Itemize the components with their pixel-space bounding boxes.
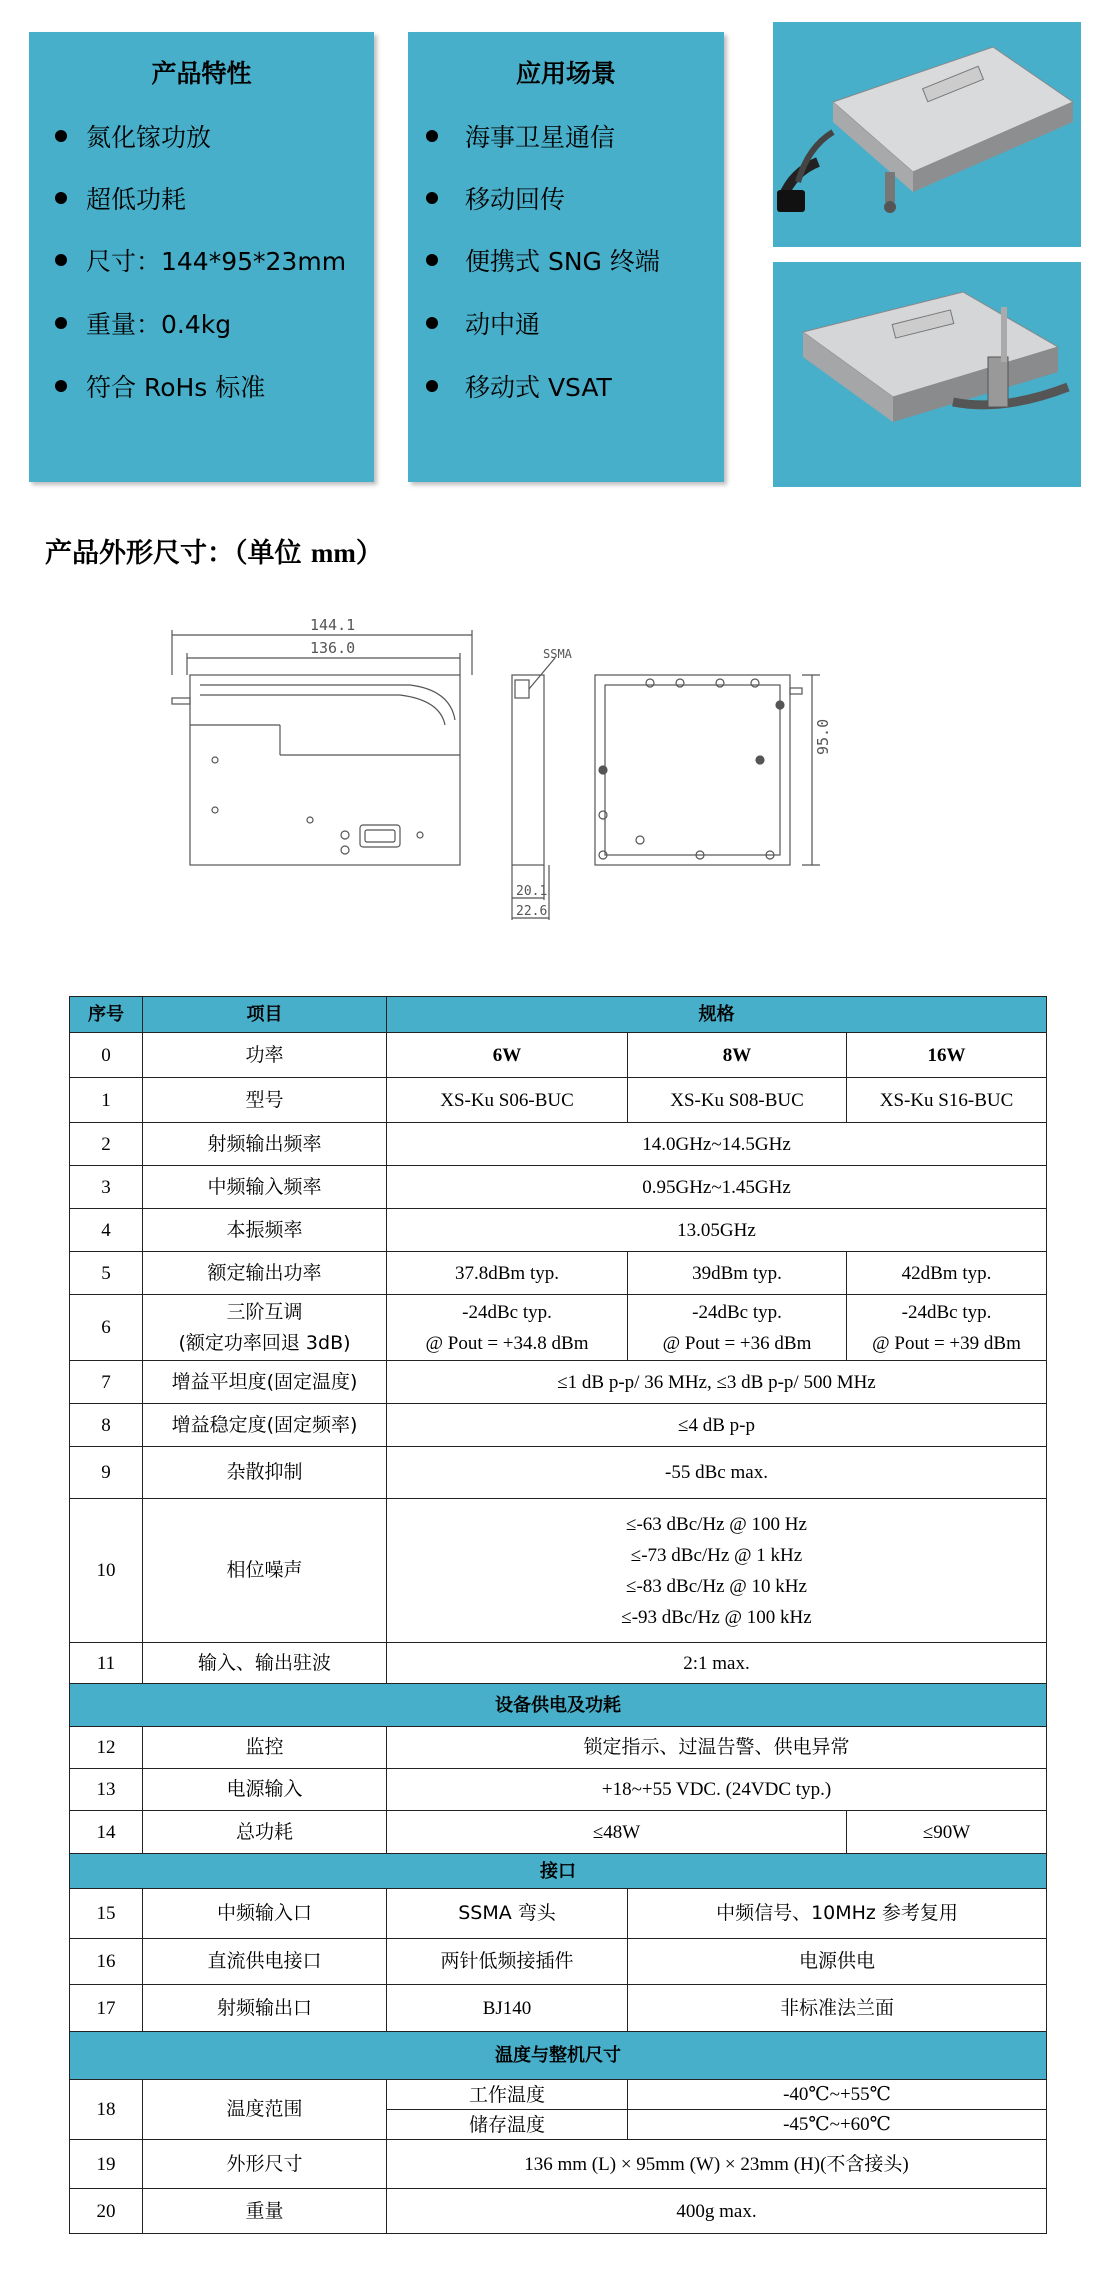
row-no: 7	[70, 1361, 143, 1404]
cell	[387, 1499, 1047, 1643]
table-row	[70, 2140, 1047, 2189]
bullet-icon	[426, 317, 438, 329]
cell	[628, 1295, 847, 1361]
row-no: 11	[70, 1643, 143, 1684]
product-photo-bottom	[773, 262, 1081, 487]
cell: 工作温度	[387, 2080, 628, 2110]
row-no: 14	[70, 1811, 143, 1854]
table-row	[70, 1166, 1047, 1209]
row-item: 相位噪声	[143, 1499, 387, 1643]
row-item: 监控	[143, 1727, 387, 1769]
cell: 6W	[387, 1033, 628, 1078]
row-item: 增益稳定度(固定频率)	[143, 1404, 387, 1447]
cell: 两针低频接插件	[387, 1939, 628, 1985]
row-no: 0	[70, 1033, 143, 1078]
row-item: 电源输入	[143, 1769, 387, 1811]
cell-line: -24dBc typ.	[692, 1301, 782, 1323]
bullet-icon	[426, 254, 438, 266]
table-row	[70, 1889, 1047, 1939]
cell: -40℃~+55℃	[628, 2080, 1047, 2110]
row-item: 杂散抑制	[143, 1447, 387, 1499]
cell-line: ≤-93 dBc/Hz @ 100 kHz	[621, 1606, 812, 1628]
row-no: 2	[70, 1123, 143, 1166]
cell: XS-Ku S06-BUC	[387, 1078, 628, 1123]
cell: 锁定指示、过温告警、供电异常	[387, 1727, 1047, 1769]
table-row	[70, 1078, 1047, 1123]
section-interface: 接口	[70, 1854, 1047, 1889]
cell: 13.05GHz	[387, 1209, 1047, 1252]
row-no: 19	[70, 2140, 143, 2189]
dim-label-width-body: 136.0	[310, 639, 356, 657]
row-no: 1	[70, 1078, 143, 1123]
cell-line: -24dBc typ.	[901, 1301, 992, 1323]
row-item-line: (额定功率回退 3dB)	[178, 1331, 351, 1354]
header-spec: 规格	[387, 997, 1047, 1033]
bullet-icon	[55, 380, 67, 392]
cell: 0.95GHz~1.45GHz	[387, 1166, 1047, 1209]
row-no: 5	[70, 1252, 143, 1295]
cell: 电源供电	[628, 1939, 1047, 1985]
bullet-icon	[426, 380, 438, 392]
row-item: 直流供电接口	[143, 1939, 387, 1985]
table-row	[70, 1985, 1047, 2032]
row-item: 射频输出频率	[143, 1123, 387, 1166]
table-section-row	[70, 1684, 1047, 1727]
row-no: 15	[70, 1889, 143, 1939]
application-item: 便携式 SNG 终端	[465, 247, 660, 276]
cell: +18~+55 VDC. (24VDC typ.)	[387, 1769, 1047, 1811]
features-title: 产品特性	[151, 59, 252, 88]
features-panel	[29, 32, 374, 482]
table-row	[70, 1361, 1047, 1404]
cell-line: @ Pout = +34.8 dBm	[425, 1332, 589, 1354]
row-no: 13	[70, 1769, 143, 1811]
cell: 400g max.	[387, 2189, 1047, 2234]
row-item-line: 三阶互调	[226, 1300, 303, 1323]
table-row	[70, 1404, 1047, 1447]
row-no: 4	[70, 1209, 143, 1252]
row-item: 总功耗	[143, 1811, 387, 1854]
cell: ≤1 dB p-p/ 36 MHz, ≤3 dB p-p/ 500 MHz	[387, 1361, 1047, 1404]
table-row	[70, 1209, 1047, 1252]
cell: ≤4 dB p-p	[387, 1404, 1047, 1447]
cell-line: -24dBc typ.	[462, 1301, 552, 1323]
bullet-icon	[426, 130, 438, 142]
dim-label-depth-body: 20.1	[516, 884, 548, 899]
row-item: 增益平坦度(固定温度)	[143, 1361, 387, 1404]
cell: 14.0GHz~14.5GHz	[387, 1123, 1047, 1166]
cell: 非标准法兰面	[628, 1985, 1047, 2032]
cell: SSMA 弯头	[387, 1889, 628, 1939]
row-item	[143, 1295, 387, 1361]
row-no: 18	[70, 2080, 143, 2140]
cell: 16W	[847, 1033, 1047, 1078]
cell: 136 mm (L) × 95mm (W) × 23mm (H)(不含接头)	[387, 2140, 1047, 2189]
cell: XS-Ku S08-BUC	[628, 1078, 847, 1123]
table-row	[70, 1033, 1047, 1078]
table-row	[70, 1769, 1047, 1811]
header-no: 序号	[70, 997, 143, 1033]
row-item: 额定输出功率	[143, 1252, 387, 1295]
row-no: 20	[70, 2189, 143, 2234]
cell	[847, 1295, 1047, 1361]
table-row	[70, 1295, 1047, 1361]
applications-panel	[408, 32, 724, 482]
product-photo-top	[773, 22, 1081, 247]
row-item: 功率	[143, 1033, 387, 1078]
row-no: 9	[70, 1447, 143, 1499]
cell: 2:1 max.	[387, 1643, 1047, 1684]
row-item: 中频输入频率	[143, 1166, 387, 1209]
cell-line: ≤-73 dBc/Hz @ 1 kHz	[630, 1544, 803, 1566]
cell: -55 dBc max.	[387, 1447, 1047, 1499]
dimensions-title-text: 产品外形尺寸：（单位	[45, 538, 311, 569]
feature-item: 符合 RoHs 标准	[86, 373, 266, 402]
dim-label-depth-total: 22.6	[516, 904, 548, 919]
dimension-drawing	[160, 610, 960, 930]
dimensions-title	[45, 531, 383, 570]
table-row	[70, 1727, 1047, 1769]
row-item: 射频输出口	[143, 1985, 387, 2032]
row-no: 16	[70, 1939, 143, 1985]
row-no: 3	[70, 1166, 143, 1209]
application-item: 动中通	[465, 310, 541, 339]
bullet-icon	[55, 254, 67, 266]
row-item: 外形尺寸	[143, 2140, 387, 2189]
row-item: 型号	[143, 1078, 387, 1123]
table-row	[70, 1643, 1047, 1684]
feature-item: 重量：0.4kg	[86, 310, 232, 339]
feature-item: 氮化镓功放	[86, 123, 212, 152]
table-row	[70, 2080, 1047, 2110]
section-temperature: 温度与整机尺寸	[70, 2032, 1047, 2080]
bullet-icon	[426, 192, 438, 204]
dimensions-title-close: ）	[355, 538, 383, 569]
table-row	[70, 1939, 1047, 1985]
bullet-icon	[55, 317, 67, 329]
cell: 37.8dBm typ.	[387, 1252, 628, 1295]
row-item: 温度范围	[143, 2080, 387, 2140]
table-row	[70, 2189, 1047, 2234]
cell: 42dBm typ.	[847, 1252, 1047, 1295]
cell: 中频信号、10MHz 参考复用	[628, 1889, 1047, 1939]
row-no: 8	[70, 1404, 143, 1447]
applications-title: 应用场景	[515, 59, 616, 88]
spec-table	[69, 996, 1047, 2234]
table-row	[70, 1252, 1047, 1295]
dimensions-unit: mm	[310, 538, 356, 568]
row-item: 重量	[143, 2189, 387, 2234]
cell-line: @ Pout = +36 dBm	[662, 1332, 812, 1354]
row-no: 12	[70, 1727, 143, 1769]
row-item: 中频输入口	[143, 1889, 387, 1939]
table-row	[70, 1447, 1047, 1499]
table-section-row	[70, 2032, 1047, 2080]
cell: 储存温度	[387, 2110, 628, 2140]
cell: ≤48W	[387, 1811, 847, 1854]
cell	[387, 1295, 628, 1361]
dim-label-connector: SSMA	[543, 647, 572, 661]
bullet-icon	[55, 192, 67, 204]
cell-line: ≤-63 dBc/Hz @ 100 Hz	[626, 1513, 807, 1535]
application-item: 海事卫星通信	[465, 123, 616, 152]
dim-label-width-total: 144.1	[310, 616, 356, 634]
row-no: 6	[70, 1295, 143, 1361]
table-section-row	[70, 1854, 1047, 1889]
application-item: 移动式 VSAT	[465, 373, 612, 402]
cell: -45℃~+60℃	[628, 2110, 1047, 2140]
row-item: 本振频率	[143, 1209, 387, 1252]
application-item: 移动回传	[465, 185, 566, 214]
cell: 8W	[628, 1033, 847, 1078]
dim-label-height: 95.0	[814, 718, 832, 755]
cell: XS-Ku S16-BUC	[847, 1078, 1047, 1123]
cell: 39dBm typ.	[628, 1252, 847, 1295]
cell-line: @ Pout = +39 dBm	[872, 1332, 1021, 1354]
table-row	[70, 1123, 1047, 1166]
header-item: 项目	[143, 997, 387, 1033]
feature-item: 超低功耗	[86, 185, 187, 214]
row-item: 输入、输出驻波	[143, 1643, 387, 1684]
bullet-icon	[55, 130, 67, 142]
cell: ≤90W	[847, 1811, 1047, 1854]
feature-item: 尺寸：144*95*23mm	[86, 247, 347, 276]
cell: BJ140	[387, 1985, 628, 2032]
cell-line: ≤-83 dBc/Hz @ 10 kHz	[626, 1575, 807, 1597]
table-row	[70, 1811, 1047, 1854]
table-row	[70, 1499, 1047, 1643]
section-power: 设备供电及功耗	[70, 1684, 1047, 1727]
row-no: 10	[70, 1499, 143, 1643]
row-no: 17	[70, 1985, 143, 2032]
table-header-row	[70, 997, 1047, 1033]
